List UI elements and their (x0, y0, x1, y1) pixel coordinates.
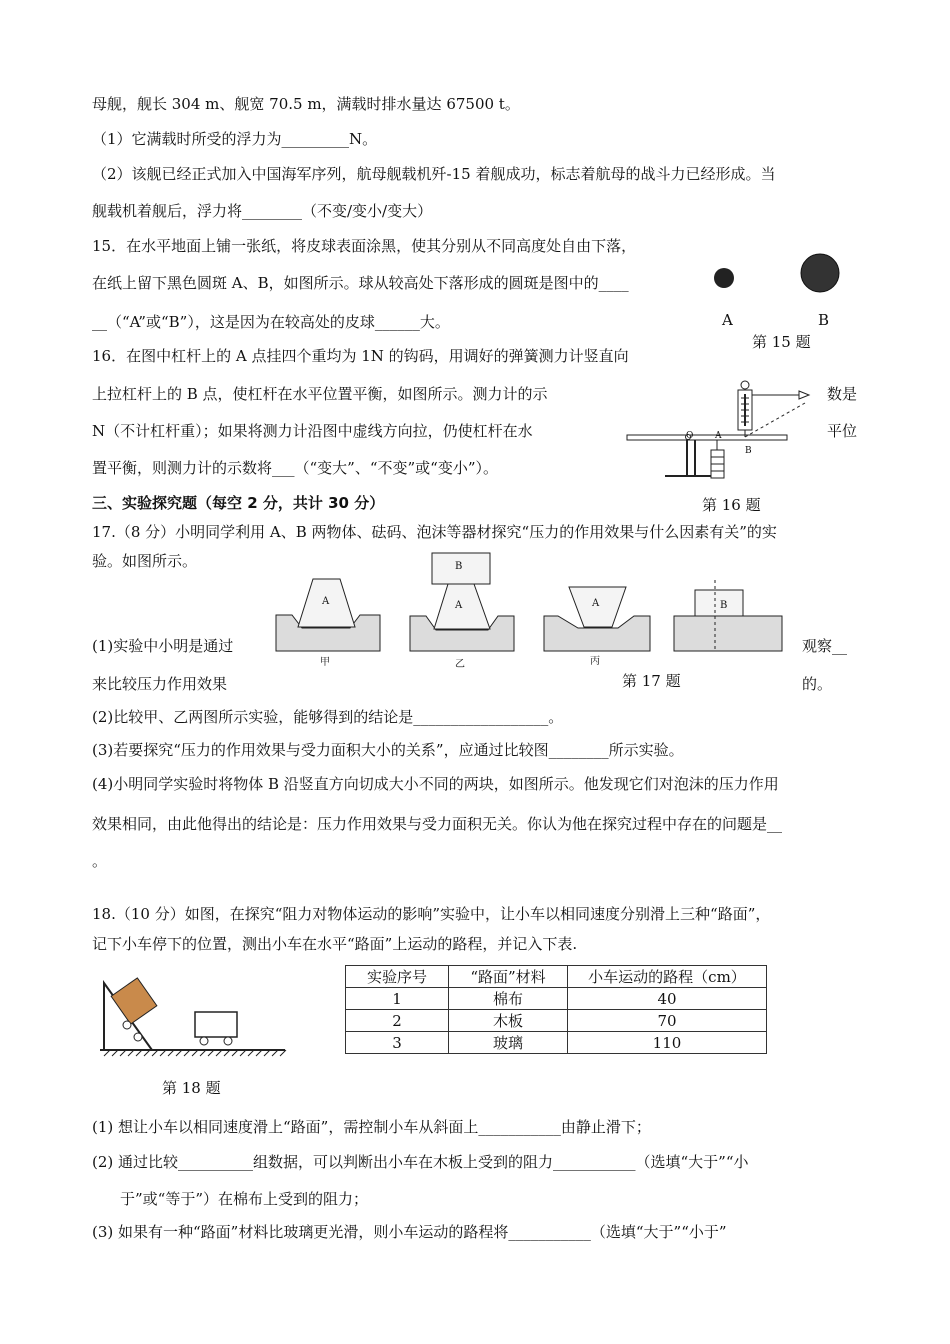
q18-caption: 第 18 题 (162, 1079, 221, 1097)
q17-part1-b-end: 的。 (802, 675, 833, 693)
q16-caption: 第 16 题 (702, 496, 761, 514)
table-cell: 110 (568, 1032, 767, 1054)
q17-fig4-block-b: B (720, 600, 728, 611)
q14-part2-b: 舰载机着舰后，浮力将________（不变/变小/变大） (92, 202, 433, 220)
q14-line1: 母舰，舰长 304 m、舰宽 70.5 m，满载时排水量达 67500 t。 (92, 95, 520, 113)
q16-line3: N（不计杠杆重）；如果将测力计沿图中虚线方向拉，仍使杠杆在水 (92, 422, 533, 440)
q17-fig2-block-b: B (455, 561, 463, 572)
q16-line1: 16．在图中杠杆上的 A 点挂四个重均为 1N 的钩码，用调好的弹簧测力计竖直向 (92, 347, 629, 365)
q17-part3: (3)若要探究“压力的作用效果与受力面积大小的关系”，应通过比较图________所示实验。 (92, 741, 684, 759)
q17-fig1-block-a: A (322, 596, 330, 607)
table-row (346, 1032, 767, 1054)
q15-line3: __（“A”或“B”），这是因为在较高处的皮球______大。 (92, 313, 450, 331)
table-cell: 木板 (449, 1010, 568, 1032)
table-cell: 70 (568, 1010, 767, 1032)
q17-part2: (2)比较甲、乙两图所示实验，能够得到的结论是__________________。 (92, 708, 564, 726)
spot-a (714, 268, 734, 288)
q16-label-a: A (715, 431, 722, 441)
q17-part4-b: 效果相同，由此他得出的结论是：压力作用效果与受力面积无关。你认为他在探究过程中存在的问题是__ (92, 815, 783, 833)
q15-label-a: A (722, 311, 733, 329)
q15-figure (700, 250, 860, 310)
table-cell: 3 (346, 1032, 449, 1054)
q17-fig2-block-a: A (455, 600, 463, 611)
q15-line2: 在纸上留下黑色圆斑 A、B，如图所示。球从较高处下落形成的圆斑是图中的____ (92, 274, 629, 292)
q14-part1: （1）它满载时所受的浮力为_________N。 (92, 130, 378, 148)
table-cell: 2 (346, 1010, 449, 1032)
q18-line2: 记下小车停下的位置，测出小车在水平“路面”上运动的路程，并记入下表. (92, 935, 578, 953)
q17-fig-label-1: 甲 (320, 657, 330, 668)
q18-line1: 18.（10 分）如图，在探究“阻力对物体运动的影响”实验中，让小车以相同速度分别滑上三种“路面”， (92, 905, 771, 923)
table-header: 小车运动的路程（cm） (568, 966, 767, 988)
q15-line1: 15．在水平地面上铺一张纸，将皮球表面涂黑，使其分别从不同高度处自由下落， (92, 237, 637, 255)
table-header: 实验序号 (346, 966, 449, 988)
q17-fig-label-3: 丙 (590, 656, 600, 667)
q15-caption: 第 15 题 (752, 333, 811, 351)
table-cell: 棉布 (449, 988, 568, 1010)
q18-part2-a: (2) 通过比较__________组数据，可以判断出小车在木板上受到的阻力___________（选填“大于”“小 (92, 1153, 749, 1171)
table-cell: 1 (346, 988, 449, 1010)
q15-label-b: B (818, 311, 830, 329)
q18-ramp-figure (100, 965, 290, 1065)
spot-b (801, 254, 839, 292)
q16-line2: 上拉杠杆上的 B 点，使杠杆在水平位置平衡，如图所示。测力计的示 (92, 385, 548, 403)
table-cell: 40 (568, 988, 767, 1010)
q17-caption: 第 17 题 (622, 672, 681, 690)
q16-line3-end: 平位 (827, 422, 858, 440)
q14-part2-a: （2）该舰已经正式加入中国海军序列，航母舰载机歼-15 着舰成功，标志着航母的战斗力已经形成。当 (92, 165, 776, 183)
q16-line2-end: 数是 (827, 385, 858, 403)
table-row (346, 1010, 767, 1032)
q17-fig3-block-a: A (592, 598, 600, 609)
q17-fig-label-2: 乙 (455, 659, 465, 670)
q17-line1: 17.（8 分）小明同学利用 A、B 两物体、砝码、泡沫等器材探究“压力的作用效果与什么因素有关”的实 (92, 523, 777, 541)
table-cell: 玻璃 (449, 1032, 568, 1054)
q18-part2-b: 于”或“等于”）在棉布上受到的阻力； (120, 1190, 369, 1208)
q16-line4: 置平衡，则测力计的示数将___（“变大”、“不变”或“变小”）。 (92, 459, 499, 477)
q17-part1-a-end: 观察__ (802, 637, 848, 655)
q16-label-o: O (686, 431, 694, 441)
q17-part1-b: 来比较压力作用效果 (92, 675, 228, 693)
q18-data-table (345, 965, 767, 1054)
q18-part1: (1) 想让小车以相同速度滑上“路面”，需控制小车从斜面上___________由静止滑下； (92, 1118, 651, 1136)
section3-title: 三、实验探究题（每空 2 分，共计 30 分） (92, 494, 385, 512)
table-header-row (346, 966, 767, 988)
table-header: “路面”材料 (449, 966, 568, 988)
q16-lever-figure (625, 378, 825, 488)
q17-line2: 验。如图所示。 (92, 552, 198, 570)
table-row (346, 988, 767, 1010)
q17-part4-a: (4)小明同学实验时将物体 B 沿竖直方向切成大小不同的两块，如图所示。他发现它们对泡沫的压力作用 (92, 775, 779, 793)
q16-label-b: B (745, 446, 752, 456)
q17-figure (270, 550, 790, 660)
q17-part1-a: (1)实验中小明是通过 (92, 637, 234, 655)
q17-part4-c: 。 (92, 852, 108, 870)
q18-part3: (3) 如果有一种“路面”材料比玻璃更光滑，则小车运动的路程将___________（选填“大于”“小于” (92, 1223, 727, 1241)
